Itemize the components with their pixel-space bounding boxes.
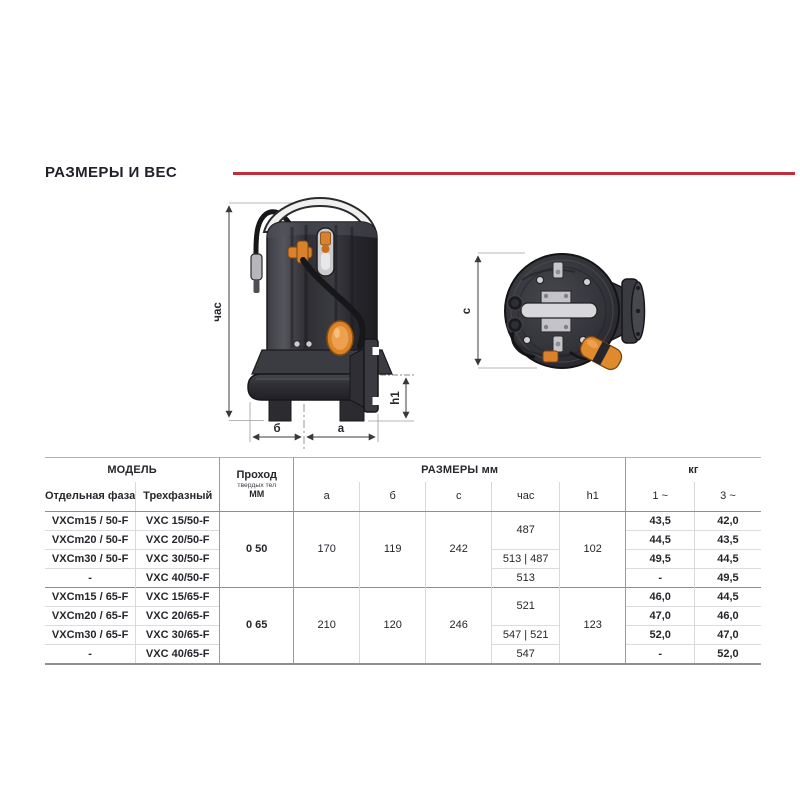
kg-3ph-cell: 43,5 <box>695 531 761 550</box>
header-col-b: б <box>360 482 426 512</box>
float-slot <box>317 228 334 276</box>
header-weight: кг <box>626 458 761 482</box>
dim-label-b: б <box>273 423 281 435</box>
model-single-cell: VXCm30 / 50-F <box>45 550 136 569</box>
kg-1ph-cell: 49,5 <box>626 550 695 569</box>
model-single-cell: VXCm15 / 50-F <box>51 514 129 527</box>
dim-h1-cell: 123 <box>560 588 626 664</box>
model-three-cell: VXC 20/50-F <box>136 531 220 550</box>
model-single-cell: VXCm20 / 65-F <box>45 607 136 626</box>
accent-divider-line <box>233 172 795 175</box>
dim-h-combo-cell: 547 | 521 <box>492 626 560 645</box>
orange-gland-bottom <box>543 351 558 362</box>
header-col-c: с <box>426 482 492 512</box>
kg-3ph-cell: 47,0 <box>695 626 761 645</box>
kg-3ph-cell: 52,0 <box>695 645 761 664</box>
dim-b-cell: 120 <box>360 588 426 664</box>
dim-h-cell: 487 <box>492 512 560 550</box>
kg-1ph-cell: 43,5 <box>626 512 695 531</box>
kg-3ph-cell: 49,5 <box>695 569 761 588</box>
header-passage-line2: твердых тел <box>237 481 277 489</box>
dim-c-cell: 242 <box>426 512 492 588</box>
header-col-a: а <box>294 482 360 512</box>
dim-h-cell: 513 <box>492 569 560 588</box>
dim-a-cell: 170 <box>294 512 360 588</box>
model-three-cell: VXC 30/50-F <box>136 550 220 569</box>
header-model: МОДЕЛЬ <box>107 463 157 476</box>
kg-1ph-cell: 47,0 <box>626 607 695 626</box>
header-passage-line1: Проход <box>236 468 277 481</box>
dim-b-cell: 119 <box>360 512 426 588</box>
orange-gland-slot <box>321 232 331 245</box>
top-view-flange <box>622 279 645 343</box>
model-three-cell: VXC 15/50-F <box>136 512 220 531</box>
header-col-h: час <box>492 482 560 512</box>
passage-cell: 0 65 <box>220 588 294 664</box>
passage-cell: 0 50 <box>220 512 294 588</box>
dim-h-cell: 521 <box>492 588 560 626</box>
dimensions-weight-table <box>45 457 761 665</box>
header-passage-line3: ММ <box>249 489 265 500</box>
dim-c-cell: 246 <box>426 588 492 664</box>
model-single-cell: - <box>45 645 136 664</box>
oil-cap <box>327 321 353 355</box>
header-three-phase: Трехфазный <box>136 482 220 512</box>
kg-1ph-cell: - <box>626 569 695 588</box>
header-col-h1: h1 <box>560 482 626 512</box>
header-passage <box>220 458 294 512</box>
dim-h1-cell: 102 <box>560 512 626 588</box>
model-three-cell: VXC 15/65-F <box>136 588 220 607</box>
pump-top-view <box>461 253 645 373</box>
dim-label-height: час <box>212 302 224 322</box>
kg-3ph-cell: 44,5 <box>695 588 761 607</box>
header-kg-3ph: 3 ~ <box>695 482 761 512</box>
dim-h-combo-cell: 513 | 487 <box>492 550 560 569</box>
model-single-cell: VXCm30 / 65-F <box>45 626 136 645</box>
model-single-cell: VXCm20 / 50-F <box>45 531 136 550</box>
kg-1ph-cell: 46,0 <box>626 588 695 607</box>
table-row <box>45 588 761 607</box>
cable-connector <box>251 254 262 280</box>
kg-3ph-cell: 44,5 <box>695 550 761 569</box>
dim-label-c: c <box>461 307 473 315</box>
dim-label-h1: h1 <box>390 391 402 405</box>
header-dimensions: РАЗМЕРЫ мм <box>294 458 626 482</box>
kg-3ph-cell: 42,0 <box>695 512 761 531</box>
pump-dimension-drawing <box>200 185 680 460</box>
model-three-cell: VXC 30/65-F <box>136 626 220 645</box>
kg-1ph-cell: 52,0 <box>626 626 695 645</box>
kg-3ph-cell: 46,0 <box>695 607 761 626</box>
model-three-cell: VXC 40/65-F <box>136 645 220 664</box>
model-three-cell: VXC 40/50-F <box>136 569 220 588</box>
kg-1ph-cell: 44,5 <box>626 531 695 550</box>
model-single-cell: VXCm15 / 65-F <box>45 588 136 607</box>
section-title: РАЗМЕРЫ И ВЕС <box>45 164 178 181</box>
model-single-cell: - <box>45 569 136 588</box>
dim-h-cell: 547 <box>492 645 560 664</box>
model-three-cell: VXC 20/65-F <box>136 607 220 626</box>
header-single-phase: Отдельная фаза <box>45 482 136 512</box>
header-kg-1ph: 1 ~ <box>626 482 695 512</box>
dim-a-cell: 210 <box>294 588 360 664</box>
kg-1ph-cell: - <box>626 645 695 664</box>
table-row <box>45 512 761 531</box>
dim-label-a: a <box>337 423 345 435</box>
handle-bar-top-view <box>521 303 597 318</box>
pump-front-view <box>212 198 414 450</box>
